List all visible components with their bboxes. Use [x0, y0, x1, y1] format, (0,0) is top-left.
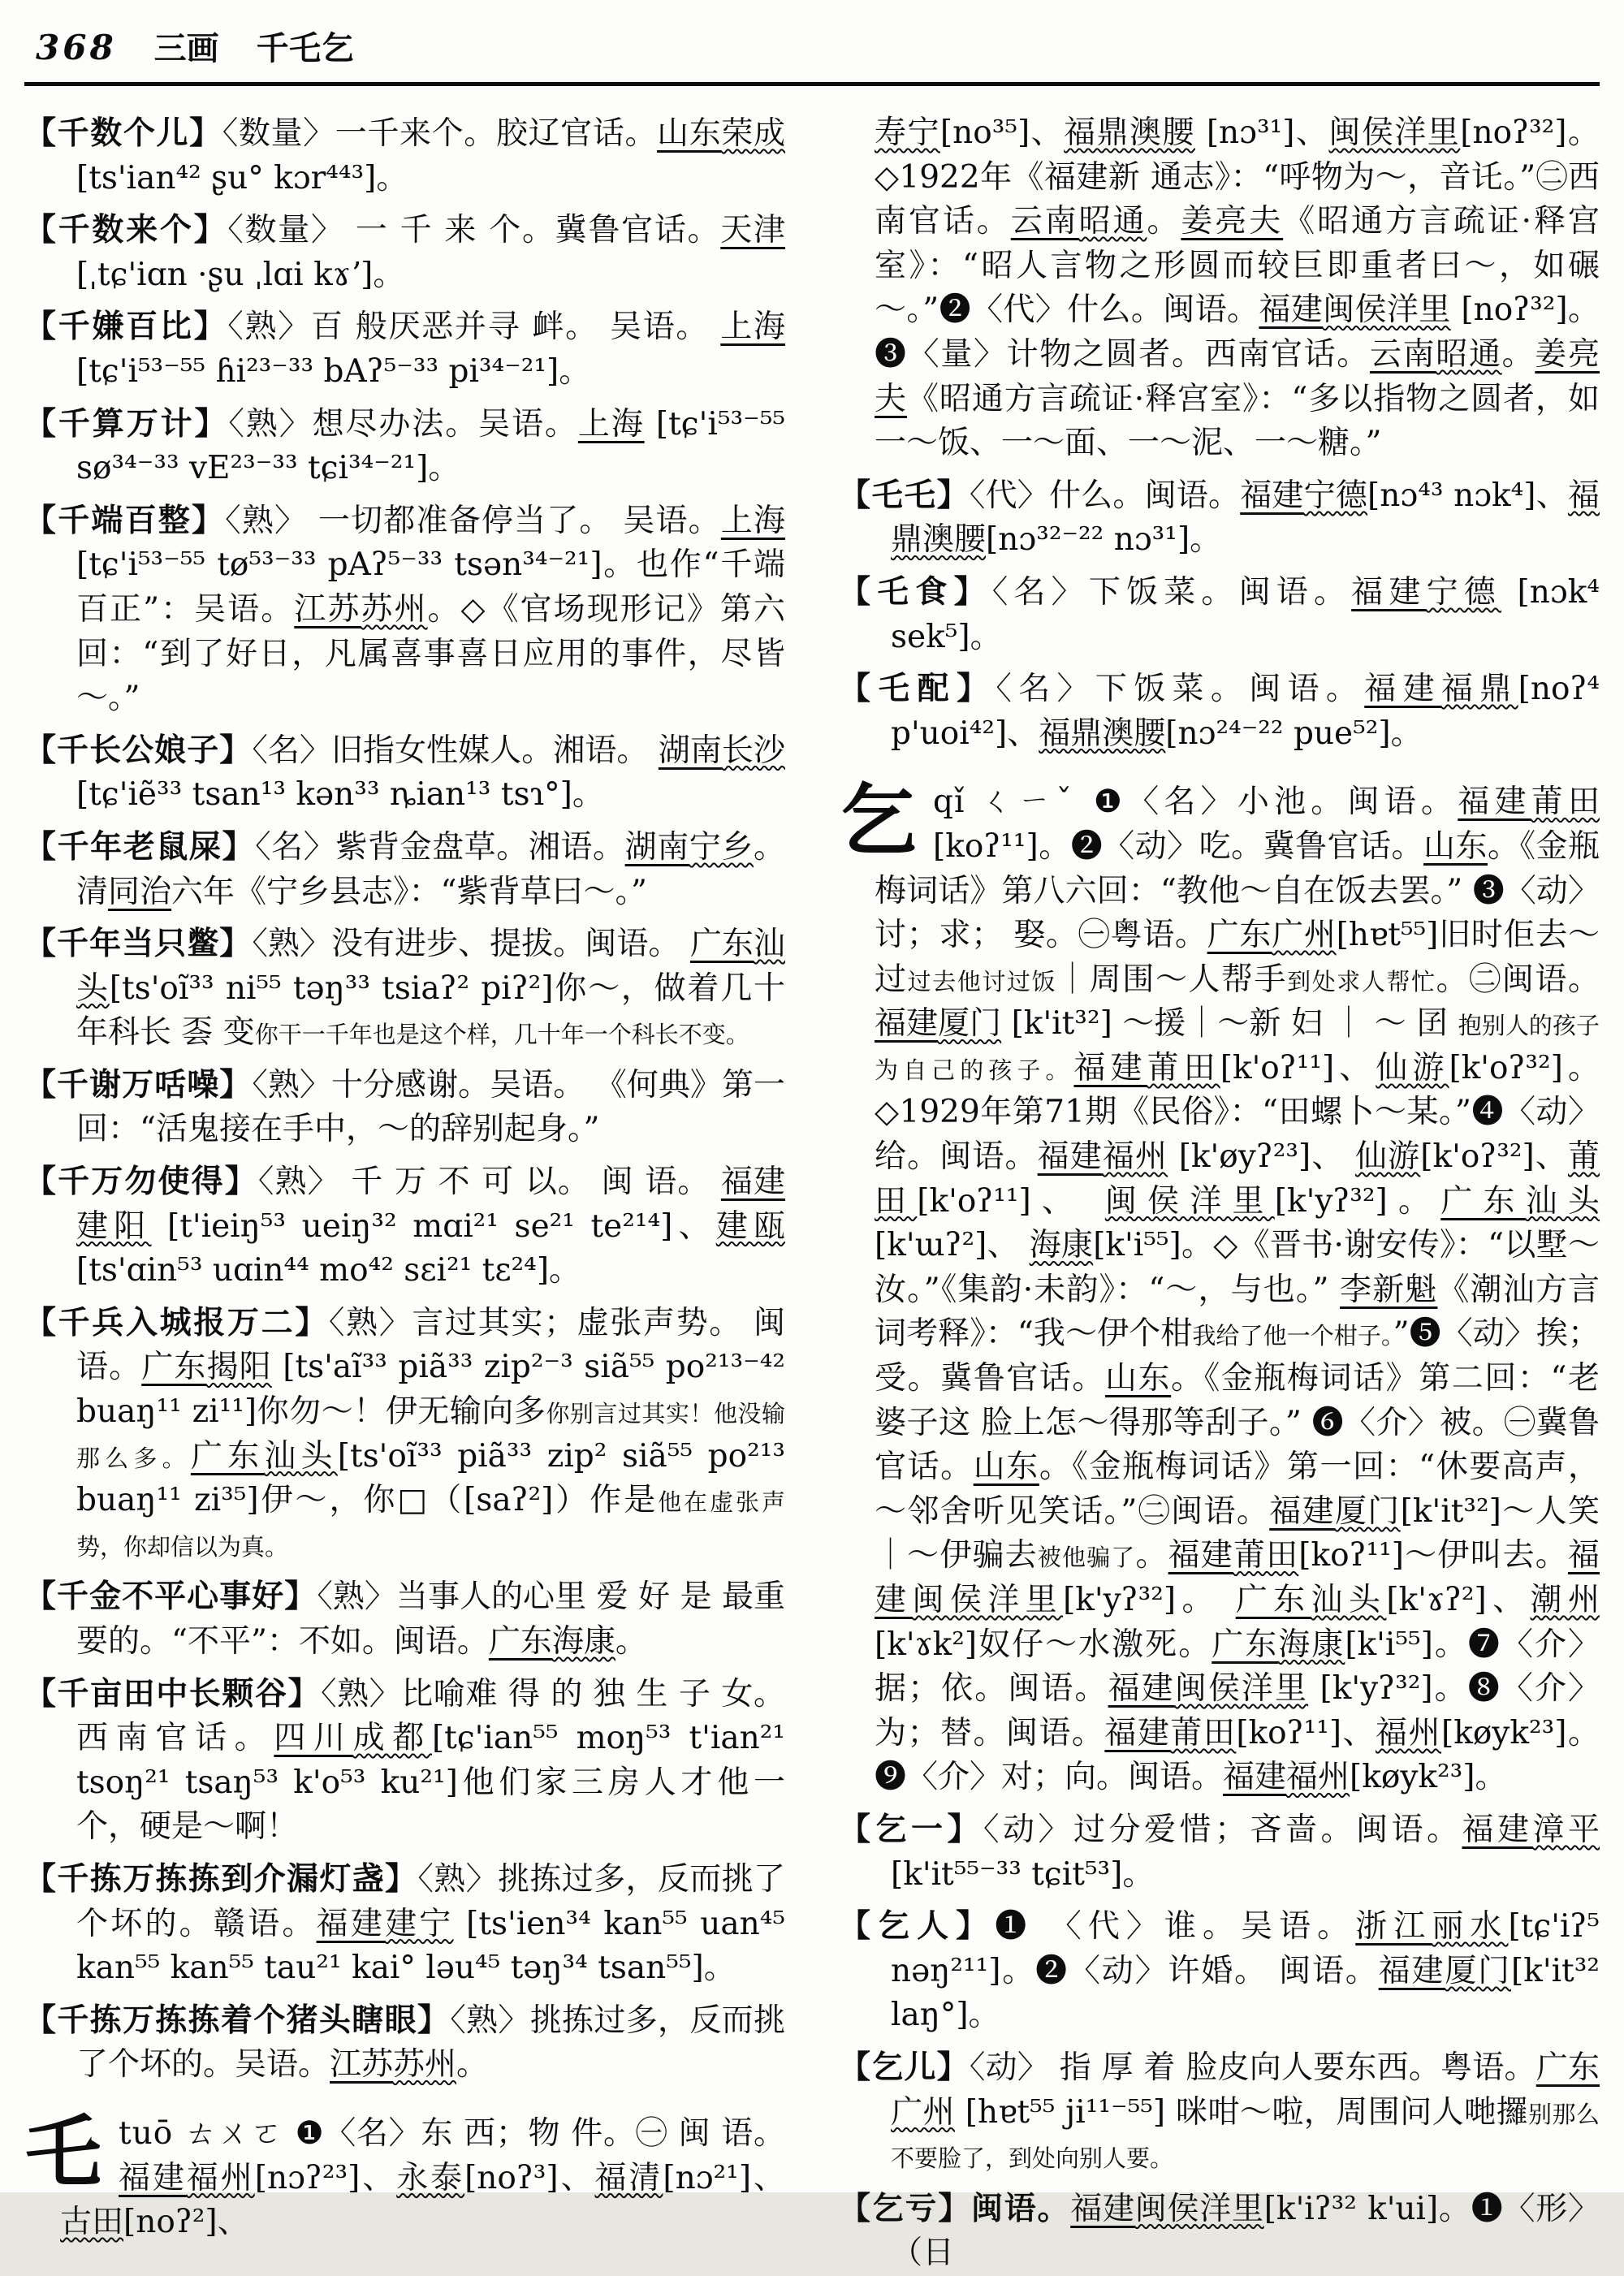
text-run: 福建 [875, 1537, 1600, 1618]
text-run: 。 [1501, 335, 1535, 373]
text-run: 闽侯洋里 [1323, 292, 1451, 329]
dictionary-entry [24, 1301, 785, 1568]
dictionary-entry [24, 304, 785, 394]
text-run: 福建 [1168, 1537, 1233, 1574]
text-run: [no³⁵]、 [939, 114, 1065, 151]
text-run: [noʔ³²]。◇1922年《福建新 通志》：“呼物为～，音讬。”㊁西南官话。 [875, 114, 1600, 240]
text-run: [tɕ'iʔ⁵ nəŋ²¹¹]。❷〈动〉许婚。 闽语。 [891, 1908, 1600, 1989]
head-character-entry [24, 2105, 785, 2245]
text-run: [k'ɤʔ²]、 [1386, 1582, 1531, 1618]
text-run: 〈名〉下饭菜。闽语。 [991, 573, 1352, 611]
text-run: [noʔ²]、 [123, 2204, 249, 2241]
text-run: 苏州 [393, 2046, 457, 2084]
text-run: [k'i⁵⁵]。◇《晋书·谢安传》：“以墅～汝。”《集韵·未韵》：“～，与也。” [875, 1227, 1600, 1308]
text-run: 〈熟〉 千 万 不 可 以。 闽 语。 [257, 1164, 721, 1201]
text-run: 〈名〉旧指女性媒人。湘语。 [252, 732, 659, 769]
text-run: 【千年老鼠屎】 [24, 827, 256, 866]
text-run: [ts'oĩ³³ piã³³ zip² siã⁵⁵ po²¹³ buaŋ¹¹ zi³⁵]伊～，你□（[saʔ²]）作是 [76, 1437, 785, 1519]
text-run: 宁乡 [689, 828, 754, 866]
stroke-section-label: 三画 [153, 29, 219, 67]
text-run: 山东 [973, 1449, 1039, 1486]
dictionary-entry [24, 825, 785, 914]
dictionary-entry [24, 111, 785, 201]
text-run: 天津 [720, 212, 785, 249]
text-run: 成都 [352, 1720, 432, 1757]
text-run: [koʔ¹¹]～伊叫去。 [1298, 1537, 1568, 1574]
text-run: 福建 [1070, 2190, 1135, 2227]
text-run: [k'ɯʔ²]、 [875, 1227, 1030, 1264]
text-run: 。 [615, 1623, 647, 1660]
text-run: 。 [456, 2046, 489, 2084]
text-run: [k'iʔ³² k'ui]。❶〈形〉（日 [891, 2190, 1600, 2272]
text-run: 湖南 [658, 732, 722, 769]
text-run: 《昭通方言疏证·释宫室》：“多以指物之圆者，如一～饭、一～面、一～泥、一～糖。” [875, 380, 1600, 462]
text-run: 丽水 [1432, 1908, 1509, 1946]
text-run: ”❺〈动〉挨；受。冀鲁官话。 [875, 1315, 1600, 1397]
text-run: 【千嫌百比】 [24, 308, 228, 346]
text-run: 同治 [108, 873, 172, 910]
text-run: 莆田 [1531, 784, 1600, 821]
dictionary-entry [24, 922, 785, 1056]
text-run: 【千拣万拣拣到介漏灯盏】 [24, 1859, 418, 1898]
text-run: ❶ 〈代〉谁。吴语。 [995, 1908, 1356, 1946]
dictionary-entry [839, 1807, 1600, 1897]
text-run: 过去他讨过饭 [907, 967, 1057, 995]
text-run: 〈熟〉 一切都准备停当了。 吴语。 [225, 502, 721, 539]
text-run: 福鼎 [1440, 671, 1518, 708]
text-run: [nɔ³¹]、 [1194, 114, 1329, 151]
text-run: 。 [1135, 1537, 1168, 1574]
text-run: 被他骗了 [1037, 1544, 1136, 1572]
text-run: [k'it³²]～人笑｜～伊骗去 [875, 1492, 1600, 1574]
text-run: [k'oʔ¹¹]、 [917, 1182, 1105, 1220]
text-run: 【千金不平心事好】 [24, 1578, 317, 1616]
dictionary-entry [24, 728, 785, 818]
text-run: 福建 [119, 2159, 187, 2196]
text-run: 莆田 [1147, 1049, 1220, 1086]
text-run: 广东 [689, 926, 754, 963]
text-run: 〈熟〉没有进步、提拔。闽语。 [252, 926, 690, 963]
text-run: 莆田 [1170, 1714, 1237, 1751]
dictionary-entry [24, 208, 785, 297]
text-run: 荣成 [721, 115, 785, 152]
entry-continuation [839, 111, 1600, 466]
text-run: 潮州 [1530, 1582, 1600, 1618]
text-run: 宁德 [1303, 477, 1368, 514]
text-run: 福建 [1462, 1811, 1533, 1848]
text-run: 建瓯 [715, 1207, 785, 1245]
text-run: 。《金瓶梅词话》第八六回：“教他～自在饭去罢。” ❸〈动〉讨；求； 娶。㊀粤语。 [875, 827, 1600, 954]
text-run: [tɕ'ian⁵⁵ moŋ⁵³ t'ian²¹ tsoŋ²¹ tsaŋ⁵³ k'o⁵³ ku²¹]他们家三房人才他一个，硬是～啊！ [76, 1720, 785, 1846]
text-run: 【乞儿】 [839, 2048, 970, 2086]
text-run: 福建 [1269, 1492, 1335, 1530]
text-run: 六年《宁乡县志》：“紫背草曰～。” [171, 873, 647, 910]
text-run: 《潮汕方言词考释》：“我～伊个柑 [875, 1271, 1600, 1353]
text-run: 山东 [657, 115, 722, 152]
text-run: 【乞人】 [839, 1907, 996, 1946]
text-run: [nɔ²⁴⁻²² pue⁵²]。 [1165, 715, 1423, 752]
text-run: tuō ㄊㄨㄛ [119, 2114, 296, 2152]
text-run: 福建 [1364, 671, 1441, 708]
text-run: 【千亩田中长颗谷】 [24, 1674, 322, 1712]
dictionary-entry [839, 2045, 1600, 2179]
text-run: 云南 [1369, 335, 1436, 373]
text-run: 福鼎澳腰 [1039, 715, 1166, 752]
text-run: 你别言过其实！他没输那么多。 [76, 1400, 785, 1472]
text-run: 福鼎澳腰 [891, 477, 1600, 559]
text-run: 到处求人帮忙 [1287, 967, 1436, 995]
text-run: [ts'ien³⁴ kan⁵⁵ uan⁴⁵ kan⁵⁵ kan⁵⁵ tau²¹ kai° ləu⁴⁵ təŋ³⁴ tsan⁵⁵]。 [76, 1905, 785, 1987]
text-run: 长沙 [721, 732, 785, 769]
text-run: 〈熟〉比喻难 得 的 独 生 子 女。西南官话。 [76, 1675, 785, 1757]
text-run: 【千年当只鳖】 [24, 925, 253, 963]
text-run: 【千谢万咶噪】 [24, 1065, 253, 1103]
text-run: 广东 [1440, 1182, 1526, 1220]
text-run: 。◇《官场现形记》第六回：“到了好日，凡属喜事喜日应用的事件，尽皆～。” [76, 590, 785, 717]
text-run: 李新魁 [1340, 1271, 1438, 1308]
text-run: 闽侯洋里 [1134, 2190, 1264, 2227]
text-run: 广东 [190, 1437, 265, 1475]
text-run: 闽侯洋里 [912, 1582, 1064, 1618]
text-run: 【千算万计】 [24, 404, 229, 443]
text-run: [k'øyʔ²³]、 [1168, 1138, 1355, 1176]
text-run: [ts'ɑin⁵³ uɑin⁴⁴ mo⁴² sεi²¹ tε²⁴]。 [76, 1252, 581, 1289]
text-run: 广东 [1535, 2049, 1600, 2086]
text-run: 姜亮夫 [1181, 203, 1284, 240]
text-run: 姜亮夫 [875, 335, 1600, 417]
text-run: 福建 [1378, 1952, 1445, 1989]
text-run: 厦门 [1445, 1952, 1511, 1989]
text-run: [koʔ¹¹]、 [1236, 1714, 1376, 1751]
text-run: 建宁 [385, 1905, 454, 1942]
text-run: ❶〈名〉东 西；物 件。㊀ 闽 语。 [295, 2114, 785, 2152]
text-run: qǐ ㄑㄧˇ [933, 784, 1094, 821]
text-run: 闽侯洋里 [1328, 114, 1461, 151]
dictionary-entry [24, 499, 785, 721]
dictionary-entry [24, 1998, 785, 2088]
text-run: 寿宁 [875, 114, 940, 151]
dictionary-entry [839, 473, 1600, 563]
text-run: 宁德 [1426, 573, 1501, 611]
text-run: 福建 [1108, 1670, 1175, 1708]
text-run: 福建 [1073, 1049, 1147, 1086]
page-number: 368 [36, 28, 117, 67]
text-run: 海康 [551, 1623, 615, 1660]
text-run: [nɔʔ²³]、 [254, 2159, 397, 2196]
text-run: 永泰 [396, 2159, 465, 2196]
text-run: 山东 [1104, 1360, 1172, 1397]
text-run: [ˌtɕ'iɑn ·ʂu ˌlɑi kɤʼ]。 [76, 256, 405, 293]
text-run: 浙江 [1355, 1908, 1432, 1946]
text-run: 福建 [1458, 784, 1531, 821]
text-run: 〈熟〉十分感谢。吴语。 《何典》第一回：“活鬼接在手中，～的辞别起身。” [76, 1066, 785, 1148]
head-character-entry [839, 775, 1600, 1800]
text-run: 昭通 [1436, 335, 1502, 373]
text-run: 湖南 [624, 828, 689, 866]
text-run: [k'yʔ³²]。 [1063, 1582, 1236, 1618]
text-run: 。《金瓶梅词话》第一回：“休要高声，～邻舍听见笑话。”㊁闽语。 [875, 1449, 1600, 1530]
dictionary-entry [839, 570, 1600, 659]
text-run: 〈代〉什么。闽语。 [969, 477, 1241, 514]
text-run: [ts'aĩ³³ piã³³ zip²⁻³ siã⁵⁵ po²¹³⁻⁴² buaŋ¹¹ zi¹¹]你勿～！伊无输向多 [76, 1349, 785, 1431]
text-run: 云南 [1010, 203, 1079, 240]
text-run: 〈熟〉挑拣过多，反而挑了个坏的。赣语。 [76, 1860, 785, 1942]
text-run: ｜周围～人帮手 [1056, 961, 1288, 998]
text-run: 他在虚张声势，你却信以为真。 [76, 1488, 785, 1561]
text-run: 〈熟〉当事人的心里 爱 好 是 最重要的。“不平”：不如。闽语。 [76, 1579, 785, 1660]
text-run: 。㊁闽语。 [1436, 961, 1600, 998]
text-run: 揭阳 [206, 1349, 272, 1386]
text-run: 〈数量〉一千来个。胶辽官话。 [222, 115, 658, 152]
text-run: 【乇配】 [839, 670, 996, 708]
text-run: 闽语。 [970, 2189, 1071, 2227]
text-run: 抱别人的孩子为自己的孩子。 [875, 1012, 1600, 1084]
text-run: 福州 [1286, 1759, 1350, 1796]
text-run: 福州 [1376, 1714, 1441, 1751]
text-run: 古田 [60, 2204, 124, 2241]
text-run: 福清 [594, 2159, 663, 2196]
column-right [839, 104, 1600, 2276]
text-run: 【千拣万拣拣着个猪头瞎眼】 [24, 2001, 451, 2039]
text-run: [noʔ³]、 [464, 2159, 595, 2196]
text-run: [k'ɤk²]奴仔～水激死。 [875, 1626, 1212, 1663]
head-character: 乇 [24, 2105, 102, 2198]
text-run: 闽侯洋里 [1104, 1182, 1275, 1220]
text-run: 你干一千年也是这个样，几十年一个科长不变。 [254, 1021, 749, 1049]
text-run: 江苏 [294, 590, 361, 628]
text-run: [koʔ¹¹]。❷〈动〉吃。冀鲁官话。 [933, 827, 1424, 865]
header-rule [24, 82, 1600, 86]
dictionary-entry [24, 1063, 785, 1152]
text-run: 莆田 [1233, 1537, 1299, 1574]
text-run: 汕头 [1311, 1582, 1387, 1618]
text-run: 福建 [1351, 573, 1427, 611]
head-character: 乞 [839, 775, 917, 867]
text-run: 《昭通方言疏证·释宫室》：“昭人言物之形圆而较巨即重者曰～，如碾～。”❷〈代〉什么。闽语。 [875, 203, 1600, 329]
text-run: [tɕ'i⁵³⁻⁵⁵ ɦi²³⁻³³ bAʔ⁵⁻³³ pi³⁴⁻²¹]。 [76, 352, 591, 390]
text-run: 四川 [274, 1720, 353, 1757]
text-run: 广东 [1207, 917, 1272, 954]
text-run: 厦门 [938, 1005, 1002, 1043]
text-run: [tɕ'iẽ³³ tsan¹³ kən³³ ȵian¹³ tsɿ°]。 [76, 776, 604, 814]
text-run: [noʔ⁴ p'uoi⁴²]、 [891, 671, 1600, 752]
text-run: 〈动〉 指 厚 着 脸皮向人要东西。粤语。 [969, 2049, 1536, 2086]
text-run: 【千端百整】 [24, 501, 226, 539]
text-run: 福建 [1259, 292, 1324, 329]
text-run: 莆田 [875, 1138, 1600, 1220]
text-run: 〈熟〉言过其实；虚张声势。 闽语。 [76, 1304, 785, 1386]
text-run: 福鼎澳腰 [1064, 114, 1195, 151]
dictionary-entry [24, 1574, 785, 1664]
text-run: [tɕ'i⁵³⁻⁵⁵ tø⁵³⁻³³ pAʔ⁵⁻³³ tsən³⁴⁻²¹]。也作“千端百正”：吴语。 [76, 546, 785, 628]
dictionary-entry [24, 402, 785, 491]
text-run: [k'it³²] ～援｜～新 妇 ｜ ～ 囝 [1001, 1005, 1458, 1043]
text-run: 广州 [1272, 917, 1337, 954]
text-run: 仙游 [1354, 1138, 1421, 1176]
text-run: 广东 [141, 1349, 207, 1386]
text-run: [nɔ²¹]、 [663, 2159, 785, 2196]
text-run: 福建 [1223, 1759, 1287, 1796]
text-run: 福州 [1102, 1138, 1168, 1176]
text-run: 江苏 [330, 2046, 394, 2084]
text-run: [nɔ³²⁻²² nɔ³¹]。 [986, 521, 1222, 559]
text-run: 仙游 [1376, 1049, 1449, 1086]
text-run: [køyk²³]。 [1350, 1759, 1507, 1796]
text-run: 【千数来个】 [24, 211, 228, 249]
text-run: 〈动〉过分爱惜；吝啬。闽语。 [983, 1811, 1462, 1848]
text-run: [t'ieiŋ⁵³ ueiŋ³² mɑi²¹ se²¹ te²¹⁴]、 [151, 1207, 716, 1245]
text-run: 〈数量〉 一 千 来 个。冀鲁官话。 [227, 212, 721, 249]
text-run: [noʔ³²]。 ❸〈量〉计物之圆者。西南官话。 [875, 292, 1600, 373]
section-characters: 千乇乞 [256, 29, 354, 67]
dictionary-entry [839, 667, 1600, 756]
text-run: [ts'ian⁴² ʂu° kɔr⁴⁴³]。 [76, 159, 408, 197]
dictionary-entry [24, 1160, 785, 1293]
text-run: [k'oʔ³²]、 [1420, 1138, 1568, 1176]
text-run: 福建 [875, 1005, 939, 1043]
column-left [24, 104, 785, 2276]
text-run: [nɔ⁴³ nɔk⁴]、 [1367, 477, 1568, 514]
text-run: [tɕ'i⁵³⁻⁵⁵ sø³⁴⁻³³ vE²³⁻³³ tɕi³⁴⁻²¹]。 [76, 405, 785, 487]
text-run: ❶〈名〉小池。闽语。 [1093, 784, 1458, 821]
text-run: 广东 [1212, 1626, 1279, 1663]
text-run: 〈名〉紫背金盘草。湘语。 [255, 828, 625, 866]
text-run: 〈熟〉百 般厌恶并寻 衅。 吴语。 [227, 309, 721, 346]
text-run: [køyk²³]。❾〈介〉对；向。闽语。 [875, 1714, 1600, 1796]
text-run: [ts'oĩ³³ ni⁵⁵ təŋ³³ tsiaʔ² piʔ²]你～，做着几十年科长 𠀾 变 [76, 970, 785, 1052]
text-run: 〈熟〉挑拣过多，反而挑了个坏的。吴语。 [76, 2002, 785, 2084]
text-run: 闽侯洋里 [1174, 1670, 1309, 1708]
page-header [24, 18, 1600, 82]
text-run: 〈熟〉想尽办法。吴语。 [228, 405, 578, 443]
text-run: 【千长公娘子】 [24, 731, 253, 769]
text-run: 汕头 [264, 1437, 338, 1475]
two-column-body [24, 104, 1600, 2276]
text-run: 广东 [488, 1623, 552, 1660]
text-run: 我给了他一个柑子。 [1192, 1322, 1393, 1350]
text-run: 广东 [1235, 1582, 1311, 1618]
text-run: 【乇乇】 [839, 476, 970, 514]
text-run: 漳平 [1532, 1811, 1600, 1848]
text-run: [k'it³² laŋ°]。 [891, 1952, 1600, 2034]
text-run: 广州 [891, 2093, 955, 2131]
text-run: 汕头 [76, 926, 785, 1007]
text-run: 福州 [186, 2159, 255, 2196]
text-run: 福建 [1104, 1714, 1171, 1751]
dictionary-entry [839, 1904, 1600, 2038]
text-run: 海康 [1029, 1227, 1094, 1264]
text-run: 福建 [316, 1905, 386, 1942]
text-run: 别那么不要脸了，到处向别人要。 [891, 2100, 1600, 2173]
text-run: [hɐt⁵⁵]旧时佢去～过 [875, 917, 1600, 998]
text-run: 【乞亏】 [839, 2189, 971, 2227]
text-run: 福建 [1240, 477, 1304, 514]
text-run: 福建 [720, 1164, 785, 1201]
text-run: 【乞一】 [839, 1810, 983, 1848]
text-run: 【乇食】 [839, 572, 992, 611]
dictionary-entry [839, 2187, 1600, 2276]
text-run: [k'oʔ¹¹]、 [1220, 1049, 1376, 1086]
text-run: 苏州 [361, 590, 428, 628]
text-run: [k'i⁵⁵]。❼〈介〉据；依。闽语。 [875, 1626, 1600, 1708]
text-run: 。清 [76, 828, 785, 910]
text-run: 〈名〉下饭菜。闽语。 [996, 671, 1365, 708]
dictionary-entry [24, 1672, 785, 1850]
text-run: 【千万勿使得】 [24, 1163, 258, 1201]
text-run: 上海 [720, 502, 785, 539]
text-run: 汕头 [1525, 1182, 1600, 1220]
text-run: [k'oʔ³²]。◇1929年第71期《民俗》：“田螺卜～某。”❹〈动〉给。闽语。 [875, 1049, 1600, 1176]
text-run: 福建 [1037, 1138, 1103, 1176]
text-run: 【千兵入城报万二】 [24, 1303, 329, 1341]
dictionary-entry [24, 1857, 785, 1991]
text-run: 昭通 [1078, 203, 1147, 240]
text-run: [k'yʔ³²]。❽〈介〉为；替。闽语。 [875, 1670, 1600, 1751]
text-run: 。 [1147, 203, 1181, 240]
text-run: [hɐt⁵⁵ ji¹¹⁻⁵⁵] 咪咁～啦，周围问人哋攞 [954, 2093, 1529, 2131]
text-run: 。《金瓶梅词话》第二回：“老婆子这 脸上怎～得那等刮子。” ❻〈介〉被。㊀冀鲁官话。 [875, 1360, 1600, 1486]
text-run: 建阳 [76, 1207, 152, 1245]
text-run: 上海 [577, 405, 645, 443]
text-run: 厦门 [1334, 1492, 1401, 1530]
text-run: 山东 [1423, 827, 1488, 865]
text-run: 海康 [1278, 1626, 1345, 1663]
text-run: 上海 [720, 309, 785, 346]
text-run: [k'yʔ³²]。 [1274, 1182, 1441, 1220]
text-run: [k'it⁵⁵⁻³³ tɕit⁵³]。 [891, 1855, 1155, 1893]
text-run: [nɔk⁴ sek⁵]。 [891, 573, 1600, 655]
text-run: 【千数个儿】 [24, 114, 222, 152]
